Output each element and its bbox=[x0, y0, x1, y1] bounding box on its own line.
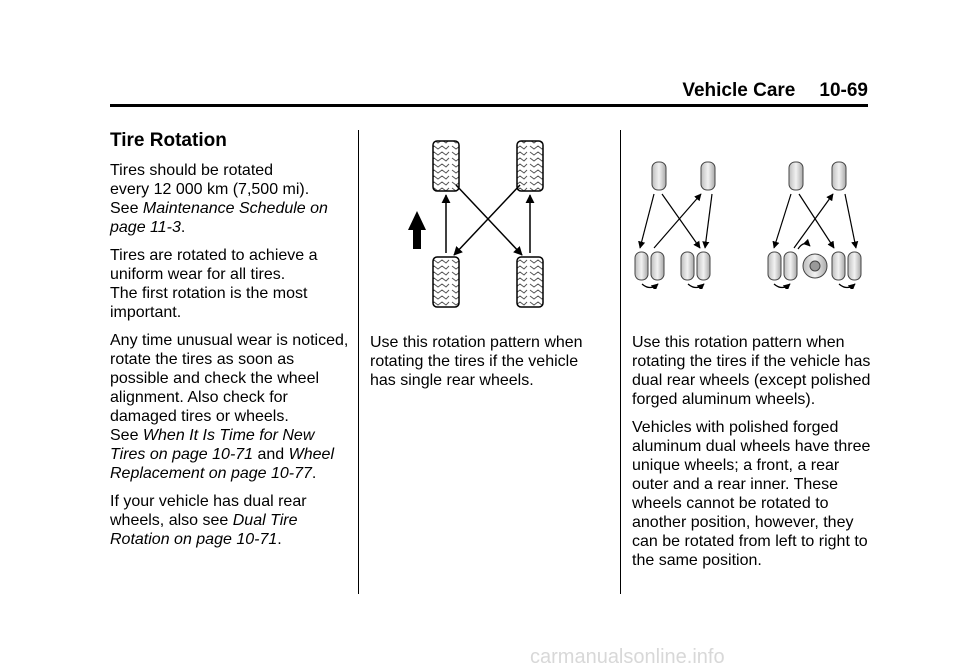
tire-rear-left bbox=[433, 257, 459, 307]
link-new-tires[interactable]: When It Is Time for New Tires on page 10-71 bbox=[110, 427, 315, 463]
caption-single-rear: Use this rotation pattern when rotating the tires if the vehicle has single rear wheels. bbox=[370, 334, 583, 389]
section-heading: Tire Rotation bbox=[110, 130, 227, 151]
single-rear-wheel-rotation-diagram-icon bbox=[398, 133, 573, 313]
forward-arrow-icon bbox=[408, 211, 426, 249]
column-1 bbox=[110, 130, 350, 558]
pattern-standard-dual bbox=[635, 162, 715, 288]
p1-line2: every 12 000 km (7,500 mi). bbox=[110, 181, 310, 198]
p1-line1: Tires should be rotated bbox=[110, 162, 274, 179]
link-wheel-replacement[interactable]: Wheel Replacement on page 10-77 bbox=[110, 446, 335, 482]
p3-and: and bbox=[253, 446, 289, 463]
pattern-polished-aluminum-dual bbox=[768, 162, 861, 288]
paragraph-4 bbox=[110, 492, 350, 549]
column-2 bbox=[370, 333, 600, 399]
p3-end: . bbox=[311, 465, 317, 482]
paragraph-2 bbox=[110, 246, 350, 322]
p4-end: . bbox=[277, 531, 282, 548]
p1-see: See bbox=[110, 200, 143, 217]
arrow-front-left-to-rear-right bbox=[456, 185, 522, 255]
paragraph-polished-wheels: Vehicles with polished forged aluminum dual wheels have three unique wheels; a front, a rear outer and a rear inner. These wheels cannot be rotated to another position, however, they can be rotated from left to right to the same position. bbox=[632, 419, 871, 569]
p2-line2: The first rotation is the most important. bbox=[110, 285, 308, 321]
link-maintenance-schedule[interactable]: Maintenance Schedule on page 11-3 bbox=[110, 200, 328, 236]
link-dual-tire-rotation[interactable]: Dual Tire Rotation on page 10-71 bbox=[110, 512, 298, 548]
caption-dual-rear: Use this rotation pattern when rotating the tires if the vehicle has dual rear wheels (except polished forged aluminum wheels). bbox=[632, 334, 871, 408]
column-divider-2 bbox=[620, 130, 621, 594]
section-title: Vehicle Care bbox=[682, 80, 796, 101]
watermark: carmanualsonline.info bbox=[530, 646, 725, 668]
column-divider-1 bbox=[358, 130, 359, 594]
column-3 bbox=[632, 333, 872, 579]
p4-text: If your vehicle has dual rear wheels, also see bbox=[110, 493, 307, 529]
page-header bbox=[682, 80, 868, 102]
arrow-front-right-to-rear-left bbox=[454, 185, 520, 255]
tire-front-left bbox=[433, 141, 459, 191]
tire-rear-right bbox=[517, 257, 543, 307]
paragraph-1 bbox=[110, 161, 350, 237]
p1-end: . bbox=[180, 219, 186, 236]
header-rule bbox=[110, 104, 868, 107]
dual-rear-wheel-rotation-diagram-icon bbox=[628, 154, 866, 289]
page-number: 10-69 bbox=[819, 80, 868, 101]
p3-see: See bbox=[110, 427, 143, 444]
paragraph-3 bbox=[110, 331, 350, 483]
tire-front-right bbox=[517, 141, 543, 191]
p3-text: Any time unusual wear is noticed, rotate the tires as soon as possible and check the wheel alignment. Also check for damaged tires or wheels. bbox=[110, 332, 349, 425]
p2-line1: Tires are rotated to achieve a uniform wear for all tires. bbox=[110, 247, 318, 283]
